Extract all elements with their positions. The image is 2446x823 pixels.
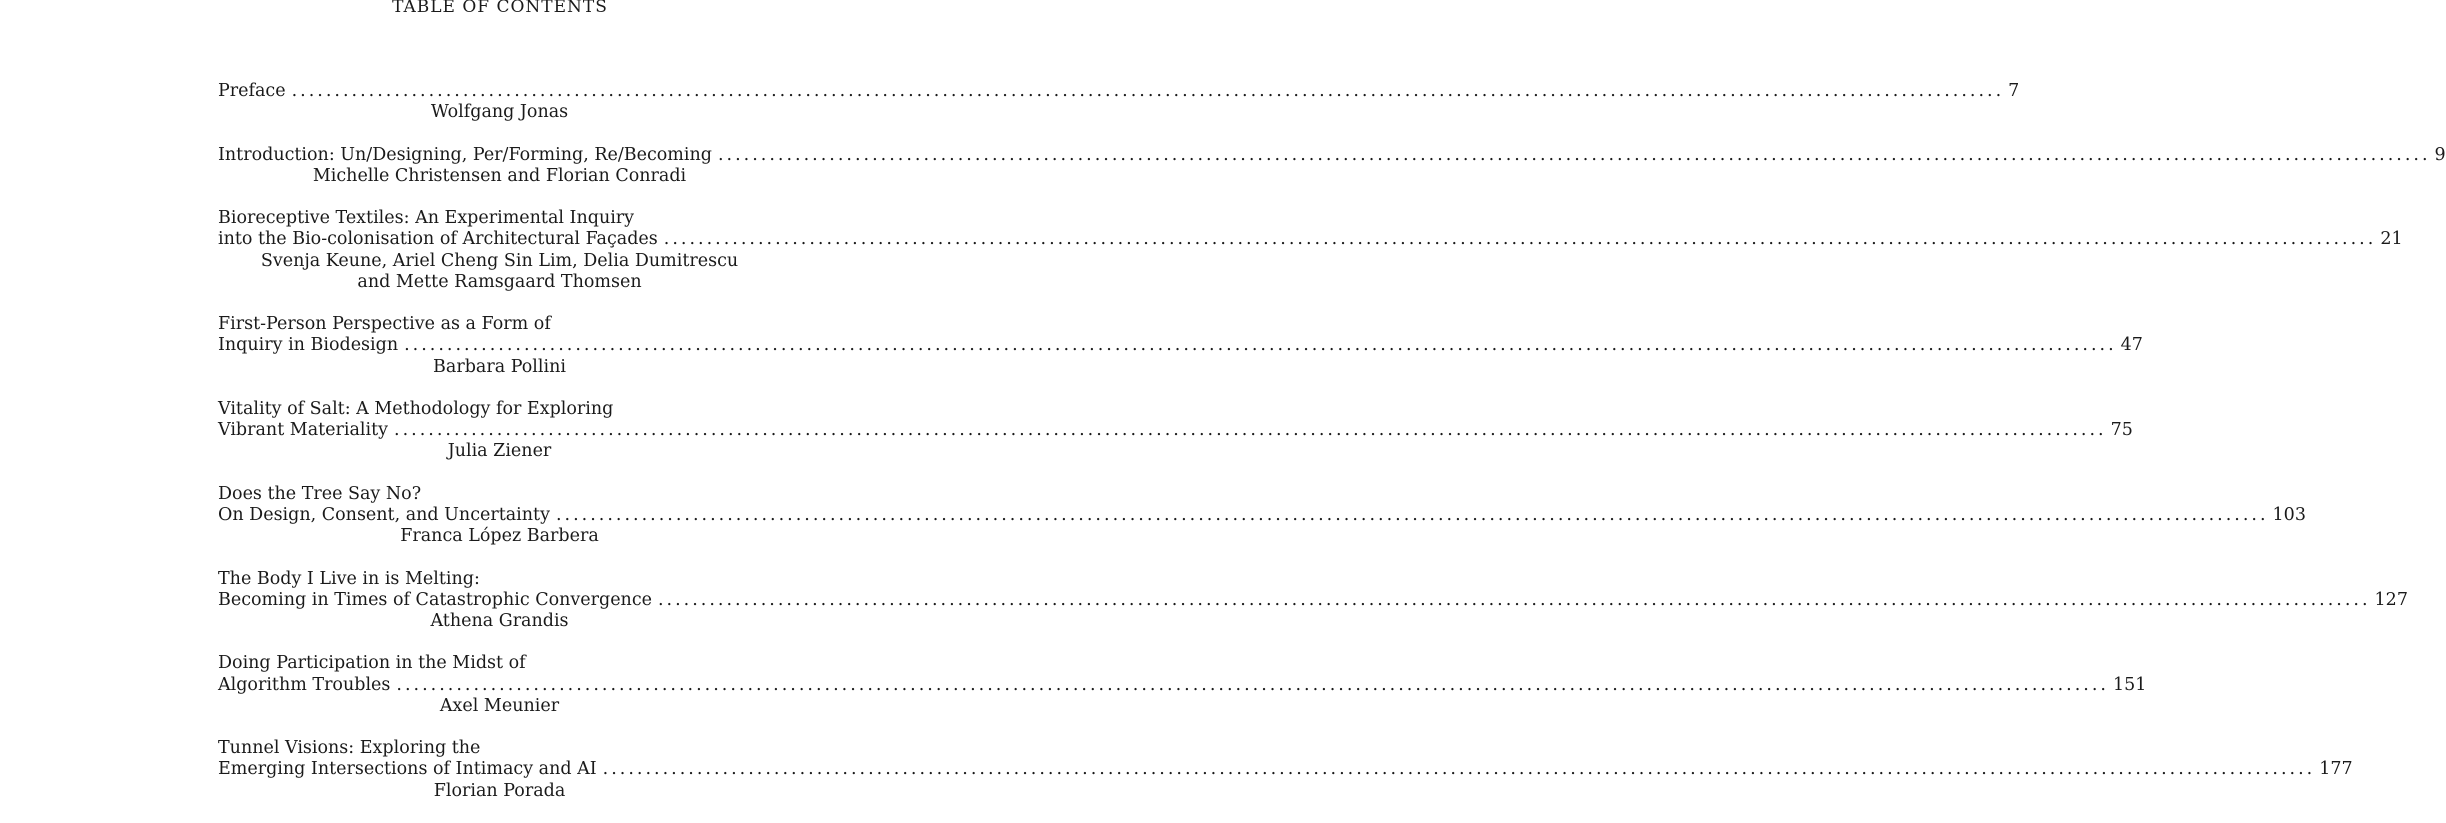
entry-title-line: Does the Tree Say No?	[218, 483, 422, 504]
entry-author: Florian Porada	[433, 780, 566, 801]
entry-title-line: Tunnel Visions: Exploring the	[218, 738, 481, 759]
page-number: 47	[2120, 335, 2143, 356]
entry-title-last-line	[218, 144, 2446, 166]
entry-title: Emerging Intersections of Intimacy and AI	[218, 759, 597, 780]
entry-title: On Design, Consent, and Uncertainty	[218, 504, 550, 525]
entry-title-line: The Body I Live in is Melting:	[218, 568, 480, 589]
entry-title-last-line	[218, 229, 2403, 250]
entry-title-last-line	[218, 420, 2133, 441]
entry-author: Wolfgang Jonas	[430, 102, 569, 123]
entry-title-line: Vitality of Salt: A Methodology for Exploring	[218, 398, 614, 419]
page-title: TABLE OF CONTENTS	[392, 0, 608, 17]
page-number: 177	[2319, 759, 2353, 780]
dot-leader: ........................................................................................................................................................................................................	[404, 335, 2117, 356]
toc-entry[interactable]	[218, 208, 2403, 293]
entry-author: Michelle Christensen and Florian Conradi	[312, 165, 687, 186]
page-number: 103	[2272, 504, 2306, 525]
dot-leader: ........................................................................................................................................................................................................	[717, 144, 2431, 165]
entry-title: into the Bio-colonisation of Architectural Façades	[218, 229, 658, 250]
entry-title-line: First-Person Perspective as a Form of	[218, 314, 551, 335]
toc-entry[interactable]	[218, 398, 2133, 463]
dot-leader: ........................................................................................................................................................................................................	[555, 504, 2269, 525]
toc-entry[interactable]	[218, 653, 2147, 717]
page-number: 7	[2008, 81, 2020, 101]
toc-entry[interactable]	[218, 483, 2306, 548]
entry-title-last-line	[218, 81, 2020, 102]
entry-author: Franca López Barbera	[400, 526, 599, 547]
page-number: 151	[2112, 674, 2147, 695]
entry-title-line: Doing Participation in the Midst of	[218, 653, 526, 674]
page-number: 9	[2434, 144, 2446, 165]
entry-title-last-line	[218, 759, 2353, 780]
page-number: 127	[2374, 589, 2408, 610]
toc-entry[interactable]	[218, 81, 2020, 123]
entry-title-line: Bioreceptive Textiles: An Experimental Inquiry	[218, 208, 635, 229]
entry-title: Preface	[218, 81, 286, 101]
entry-title: Introduction: Un/Designing, Per/Forming, Re/Becoming	[218, 144, 712, 165]
entry-title-last-line	[218, 674, 2147, 696]
page-number: 21	[2380, 229, 2403, 250]
entry-title: Vibrant Materiality	[218, 420, 389, 441]
dot-leader: ........................................................................................................................................................................................................	[602, 759, 2316, 780]
dot-leader: ........................................................................................................................................................................................................	[657, 589, 2371, 610]
entry-title-last-line	[218, 504, 2306, 526]
entry-title: Algorithm Troubles	[218, 674, 391, 695]
toc-entry[interactable]	[218, 314, 2143, 378]
toc-entry[interactable]	[218, 738, 2353, 802]
entry-author: Athena Grandis	[430, 610, 569, 631]
entry-author: and Mette Ramsgaard Thomsen	[357, 271, 642, 292]
entry-author: Axel Meunier	[439, 695, 560, 716]
page-number: 75	[2110, 420, 2133, 441]
entry-title-last-line	[218, 589, 2408, 611]
toc-entry[interactable]	[218, 144, 2446, 187]
entry-title-last-line	[218, 335, 2143, 356]
toc-entry[interactable]	[218, 568, 2408, 633]
entry-author: Svenja Keune, Ariel Cheng Sin Lim, Delia Dumitrescu	[260, 250, 739, 271]
dot-leader: ........................................................................................................................................................................................................	[396, 674, 2109, 695]
entry-title: Inquiry in Biodesign	[218, 335, 399, 356]
entry-author: Barbara Pollini	[433, 356, 566, 377]
entry-author: Julia Ziener	[447, 441, 552, 462]
entry-title: Becoming in Times of Catastrophic Convergence	[218, 589, 652, 610]
table-of-contents	[218, 81, 2446, 823]
dot-leader: ........................................................................................................................................................................................................	[394, 420, 2107, 441]
dot-leader: ........................................................................................................................................................................................................	[663, 229, 2377, 250]
dot-leader: ........................................................................................................................................................................................................	[291, 81, 2005, 101]
